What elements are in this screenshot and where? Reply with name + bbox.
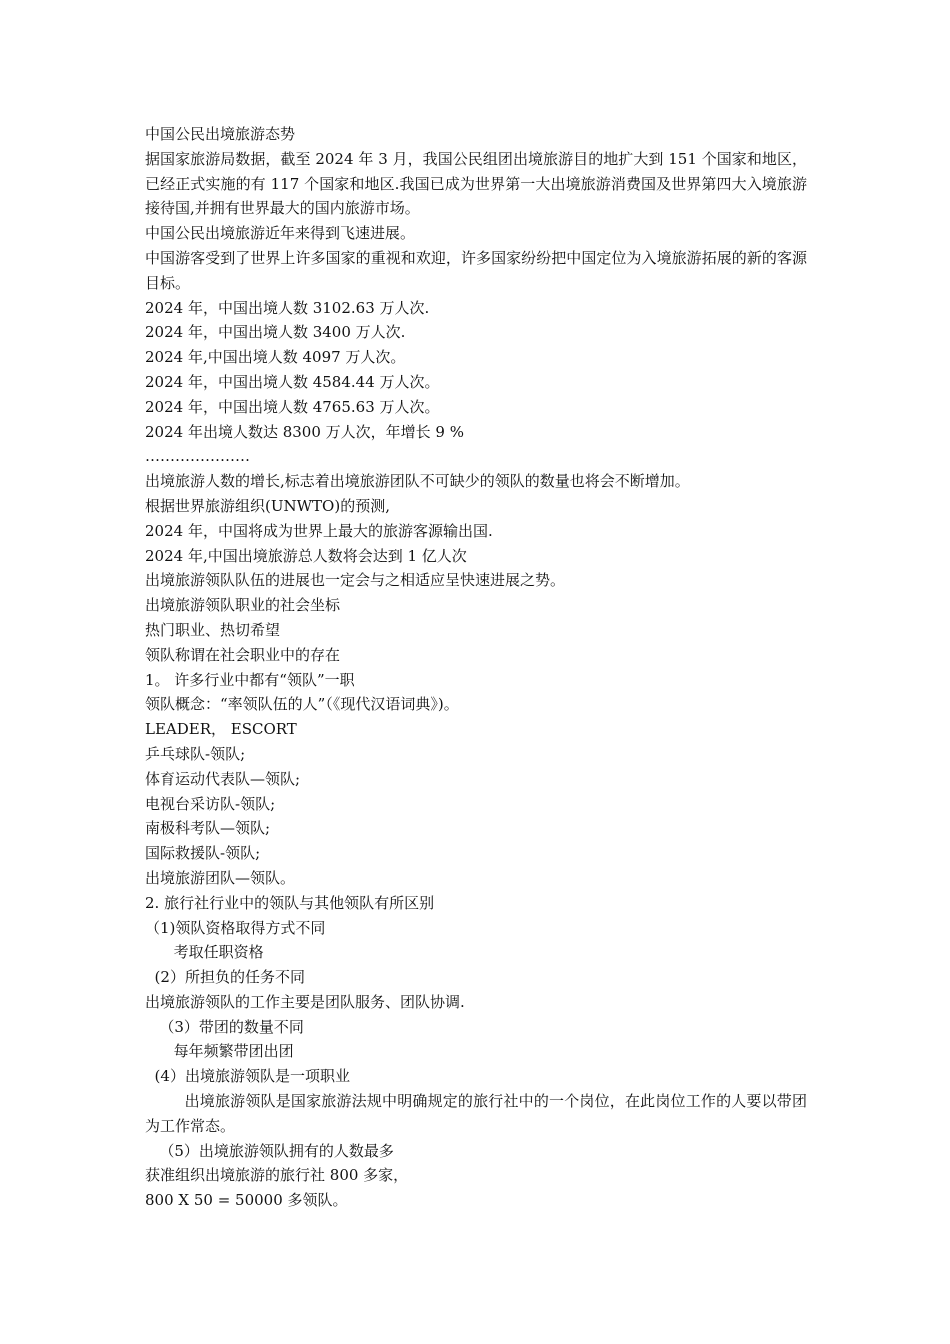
- paragraph: 2024 年,中国出境旅游总人数将会达到 1 亿人次: [145, 546, 467, 565]
- paragraph: 考取任职资格: [145, 943, 264, 962]
- stat-line: 2024 年，中国出境人数 4584.44 万人次。: [145, 372, 440, 391]
- ellipsis-line: …………………: [145, 447, 250, 466]
- numbered-heading: 2. 旅行社行业中的领队与其他领队有所区别: [145, 893, 435, 912]
- paragraph: 出境旅游人数的增长,标志着出境旅游团队不可缺少的领队的数量也将会不断增加。: [145, 472, 690, 491]
- document-body: [145, 122, 807, 1213]
- numbered-heading: 1。 许多行业中都有“领队”一职: [145, 670, 355, 689]
- paragraph: 800 X 50 = 50000 多领队。: [145, 1191, 348, 1210]
- paragraph: 出境旅游领队队伍的进展也一定会与之相适应呈快速进展之势。: [145, 571, 566, 590]
- stat-line: 2024 年，中国出境人数 3102.63 万人次.: [145, 298, 430, 317]
- stat-line: 2024 年，中国出境人数 3400 万人次.: [145, 323, 406, 342]
- paragraph: 据国家旅游局数据，截至 2024 年 3 月，我国公民组团出境旅游目的地扩大到 151 个国家和地区，已经正式实施的有 117 个国家和地区.我国已成为世界第一大出境旅游消费国及世界第四大入境旅游接待国,并拥有世界最大的国内旅游市场。: [145, 149, 807, 218]
- paragraph: 领队概念：“率领队伍的人”（《现代汉语词典》)。: [145, 695, 459, 714]
- paragraph: 中国游客受到了世界上许多国家的重视和欢迎，许多国家纷纷把中国定位为入境旅游拓展的新的客源目标。: [145, 248, 807, 292]
- paragraph: LEADER， ESCORT: [145, 720, 297, 739]
- paragraph: 获准组织出境旅游的旅行社 800 多家，: [145, 1166, 409, 1185]
- list-item: 电视台采访队-领队;: [145, 794, 276, 813]
- sub-heading: (2）所担负的任务不同: [145, 968, 305, 987]
- paragraph: 每年频繁带团出团: [145, 1042, 294, 1061]
- paragraph: 热门职业、热切希望: [145, 620, 281, 639]
- list-item: 乒乓球队-领队;: [145, 744, 246, 763]
- paragraph: 中国公民出境旅游近年来得到飞速进展。: [145, 224, 416, 243]
- list-item: 国际救援队-领队;: [145, 844, 261, 863]
- section-title: 出境旅游领队职业的社会坐标: [145, 596, 341, 615]
- list-item: 出境旅游团队—领队。: [145, 868, 296, 887]
- stat-line: 2024 年,中国出境人数 4097 万人次。: [145, 348, 406, 367]
- paragraph: 出境旅游领队是国家旅游法规中明确规定的旅行社中的一个岗位，在此岗位工作的人要以带团为工作常态。: [145, 1092, 807, 1135]
- stat-line: 2024 年出境人数达 8300 万人次，年增长 9 %: [145, 422, 464, 441]
- list-item: 体育运动代表队—领队;: [145, 769, 301, 788]
- paragraph: 2024 年，中国将成为世界上最大的旅游客源输出国.: [145, 521, 493, 540]
- section-title: 中国公民出境旅游态势: [145, 125, 296, 143]
- sub-heading: (4）出境旅游领队是一项职业: [145, 1067, 350, 1086]
- sub-heading: （5）出境旅游领队拥有的人数最多: [145, 1141, 394, 1160]
- paragraph: 出境旅游领队的工作主要是团队服务、团队协调.: [145, 992, 465, 1011]
- sub-heading: （1)领队资格取得方式不同: [145, 918, 326, 937]
- sub-heading: （3）带团的数量不同: [145, 1017, 304, 1036]
- list-item: 南极科考队—领队;: [145, 819, 271, 838]
- paragraph: 领队称谓在社会职业中的存在: [145, 645, 341, 664]
- stat-line: 2024 年，中国出境人数 4765.63 万人次。: [145, 397, 440, 416]
- paragraph: 根据世界旅游组织(UNWTO)的预测,: [145, 496, 390, 515]
